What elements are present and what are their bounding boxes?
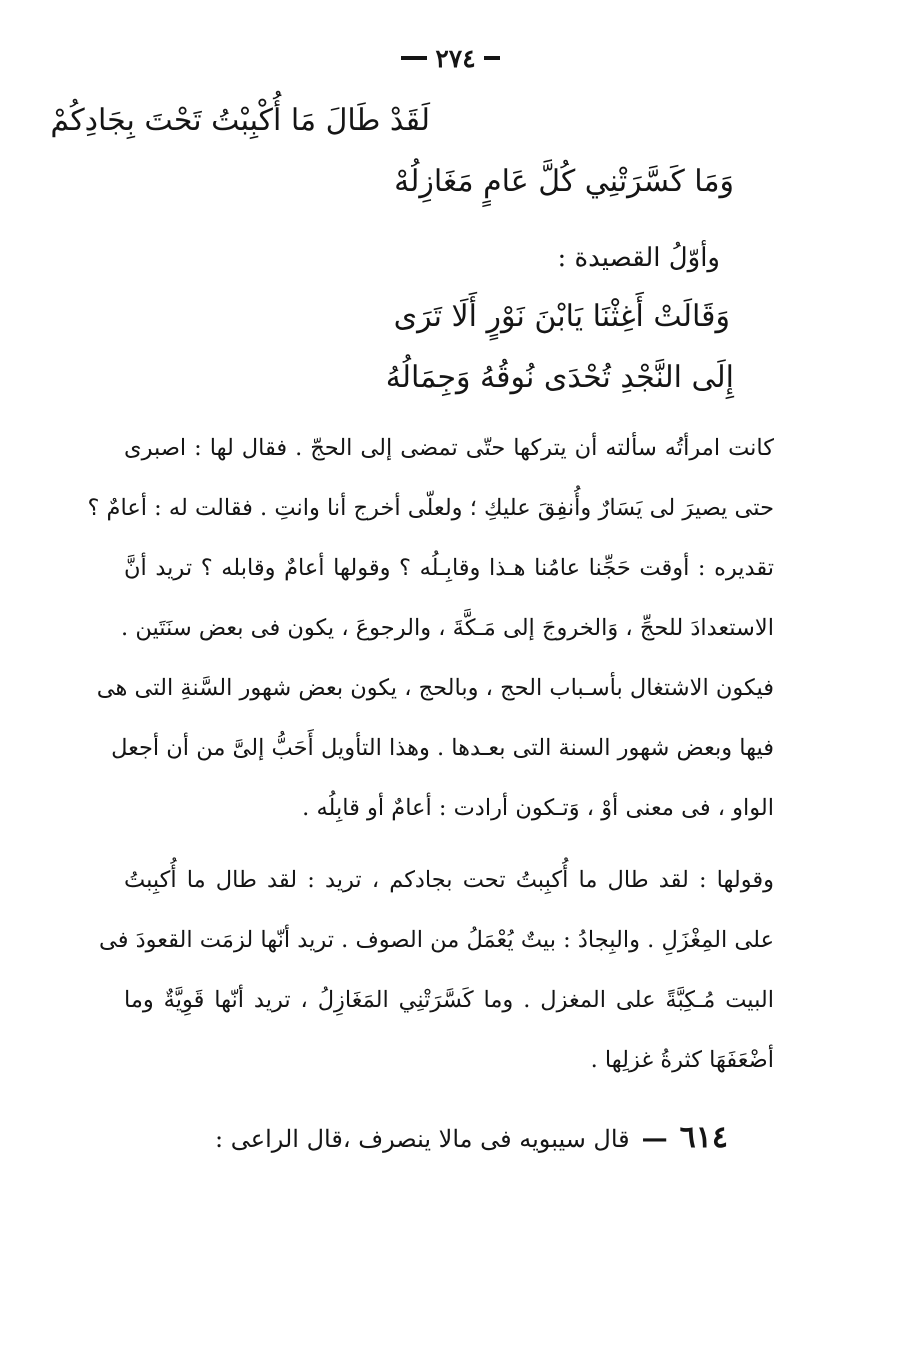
header-dash-right — [484, 56, 500, 60]
paragraph-line: أضْعَفَهَا كثرةُ غزلِها . — [590, 1047, 774, 1073]
paragraph-line: فيها وبعض شهور السنة التى بعـدها . وهذا التأويل أَحَبُّ إلىَّ من أن أجعل — [111, 735, 774, 761]
poem-intro: وأوّلُ القصيدة : — [557, 243, 720, 273]
opening-verse-2: إِلَى النَّجْدِ تُحْدَى نُوقُهُ وَجِمَالُهُ — [385, 360, 734, 395]
entry-heading — [215, 1117, 728, 1159]
paragraph-line: الاستعدادَ للحجِّ ، وَالخروجَ إلى مَـكَّةَ ، والرجوعَ ، يكون فى بعض سنَتَين . — [121, 615, 774, 641]
page-number: ٢٧٤ — [435, 43, 476, 73]
opening-verse-1: وَقَالَتْ أَغِثْنَا يَابْنَ نَوْرٍ أَلَا تَرَى — [393, 299, 730, 334]
header-dash-left — [401, 56, 427, 60]
paragraph-line: كانت امرأتُه سألته أن يتركها حتّى تمضى إلى الحجّ . فقال لها : اصبرى — [124, 435, 774, 461]
paragraph-line: البيت مُـكِبَّةً على المغزل . وما كَسَّرَتْنِي المَغَازِلُ ، تريد أنّها قَوِيَّةٌ وما — [124, 987, 774, 1013]
entry-number: ٦١٤ — [679, 1120, 728, 1155]
paragraph-line: الواو ، فى معنى أوْ ، وَتـكون أرادت : أعامٌ أو قابِلُه . — [302, 795, 774, 821]
paragraph-line: تقديره : أوقت حَجِّنا عامُنا هـذا وقابِـلُه ؟ وقولها أعامٌ وقابله ؟ تريد أنَّ — [124, 555, 774, 581]
paragraph-line: فيكون الاشتغال بأسـباب الحج ، وبالحج ، يكون بعض شهور السَّنةِ التى هى — [96, 675, 774, 701]
entry-dash: — — [641, 1124, 668, 1154]
entry-text: قال سيبويه فى مالا ينصرف ،قال الراعى : — [215, 1125, 630, 1153]
paragraph-line: حتى يصيرَ لى يَسَارٌ وأُنفِقَ عليكِ ؛ ولعلّى أخرج أنا وانتِ . فقالت له : أعامٌ ؟ — [87, 495, 774, 521]
verse-line-2: وَمَا كَسَّرَتْنِي كُلَّ عَامٍ مَغَازِلُهْ — [394, 164, 734, 199]
paragraph-line: على المِغْزَلِ . والبِجادُ : بيتٌ يُعْمَلُ من الصوف . تريد أنّها لزمَت القعودَ فى — [99, 927, 774, 953]
page-header — [398, 40, 503, 76]
verse-line-1: لَقَدْ طَالَ مَا أُكْبِبْتُ تَحْتَ بِجَادِكُمْ — [50, 103, 430, 138]
paragraph-line: وقولها : لقد طال ما أُكبِبتُ تحت بجادكم ، تريد : لقد طال ما أُكبِبتُ — [124, 867, 774, 893]
